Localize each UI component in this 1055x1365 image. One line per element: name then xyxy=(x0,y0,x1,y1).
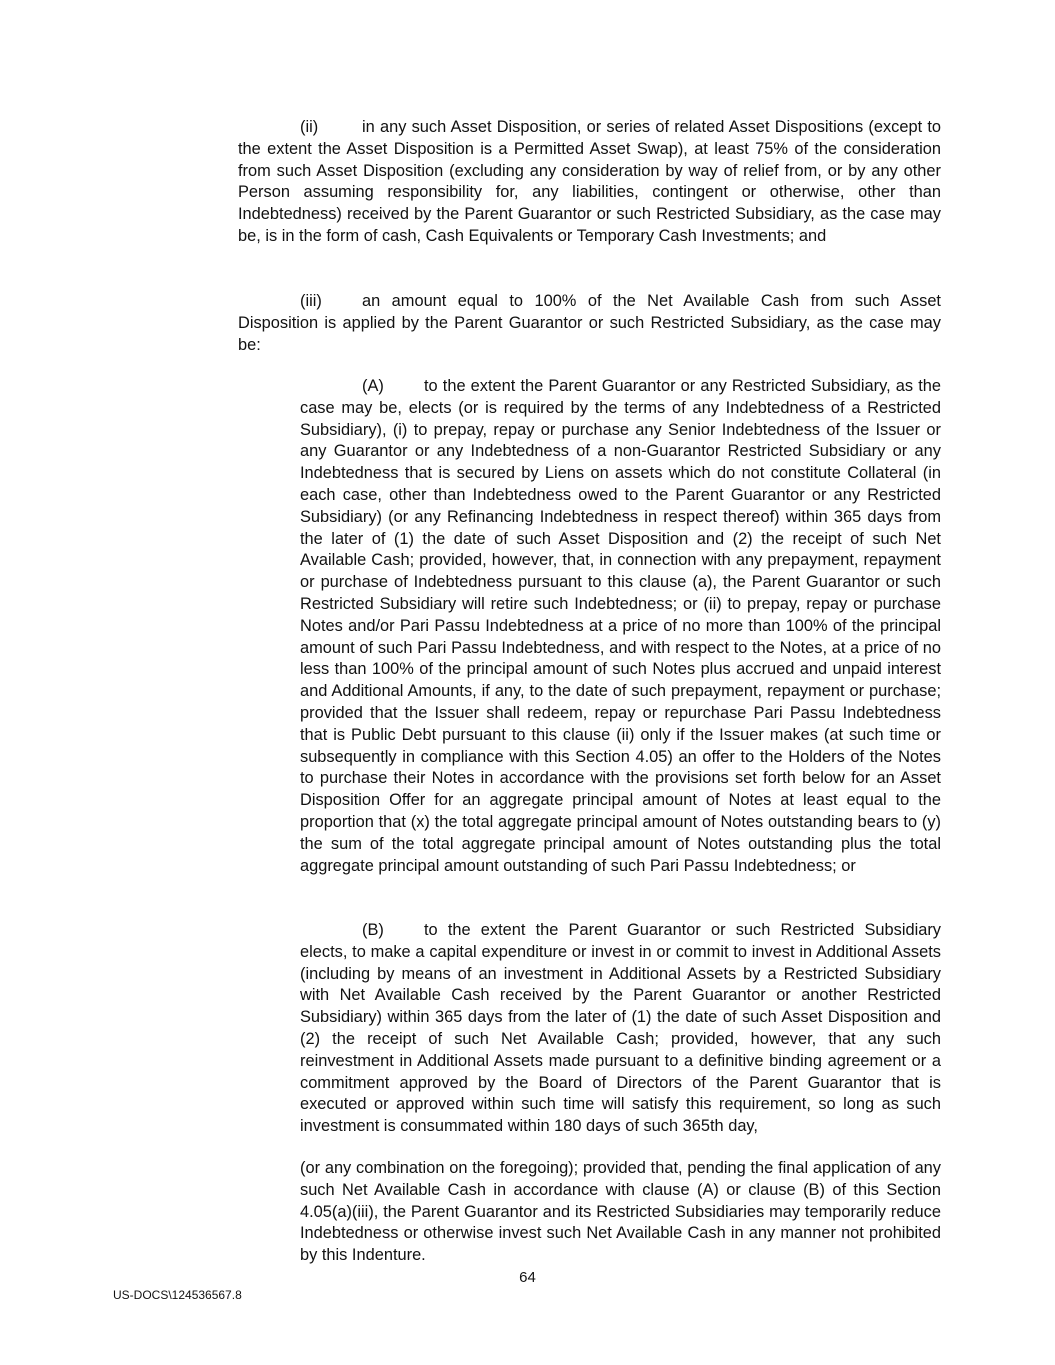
subparagraph-text: to the extent the Parent Guarantor or any Restricted Subsidiary, as the case may be, elects (or is required by the terms of any Indebtedness of a Restricted Subsidiary), (i) to prepay, repay or purchase any Senior Indebtedness of the Issuer or any Guarantor or any Indebtedness of a non-Guarantor Restricted Subsidiary or any Indebtedness that is secured by Liens on assets which do not constitute Collateral (in each case, other than Indebtedness owed to the Parent Guarantor or any Restricted Subsidiary) (or any Refinancing Indebtedness in respect thereof) within 365 days from the later of (1) the date of such Asset Disposition and (2) the receipt of such Net Available Cash; provided, however, that, in connection with any prepayment, repayment or purchase of Indebtedness pursuant to this clause (a), the Parent Guarantor or such Restricted Subsidiary will retire such Indebtedness; or (ii) to prepay, repay or purchase Notes and/or Pari Passu Indebtedness at a price of no more than 100% of the principal amount of such Pari Passu Indebtedness, and with respect to the Notes, at a price of no less than 100% of the principal amount of such Notes plus accrued and unpaid interest and Additional Amounts, if any, to the date of such prepayment, repayment or purchase; provided that the Issuer shall redeem, repay or repurchase Pari Passu Indebtedness that is Public Debt pursuant to this clause (ii) only if the Issuer makes (at such time or subsequently in compliance with this Section 4.05) an offer to the Holders of the Notes to purchase their Notes in accordance with the provisions set forth below for an Asset Disposition Offer for an aggregate principal amount of Notes at least equal to the proportion that (x) the total aggregate principal amount of Notes outstanding bears to (y) the sum of the total aggregate principal amount of Notes outstanding plus the total aggregate principal amount outstanding of such Pari Passu Indebtedness; or xyxy=(300,377,941,875)
subparagraph-b xyxy=(300,920,941,1138)
paragraph-iii xyxy=(238,291,941,356)
subparagraph-a xyxy=(300,376,941,877)
subparagraph-marker: (A) xyxy=(362,377,384,395)
subparagraph-text: to the extent the Parent Guarantor or such Restricted Subsidiary elects, to make a capital expenditure or invest in or commit to invest in Additional Assets (including by means of an investment in Additional Assets by a Restricted Subsidiary with Net Available Cash received by the Parent Guarantor or another Restricted Subsidiary) within 365 days from the later of (1) the date of such Asset Disposition and (2) the receipt of such Net Available Cash; provided, however, that any such reinvestment in Additional Assets made pursuant to a definitive binding agreement or a commitment approved by the Board of Directors of the Parent Guarantor that is executed or approved within such time will satisfy this requirement, so long as such investment is consummated within 180 days of such 365th day, xyxy=(300,921,941,1136)
paragraph-text: in any such Asset Disposition, or series of related Asset Dispositions (except to the extent the Asset Disposition is a Permitted Asset Swap), at least 75% of the consideration from such Asset Disposition (excluding any consideration by way of relief from, or by any other Person assuming responsibility for, any liabilities, contingent or otherwise, other than Indebtedness) received by the Parent Guarantor or such Restricted Subsidiary, as the case may be, is in the form of cash, Cash Equivalents or Temporary Cash Investments; and xyxy=(238,118,941,245)
paragraph-marker: (iii) xyxy=(300,292,322,310)
paragraph-text: an amount equal to 100% of the Net Available Cash from such Asset Disposition is applied by the Parent Guarantor or such Restricted Subsidiary, as the case may be: xyxy=(238,292,941,354)
paragraph-ii xyxy=(238,117,941,248)
closing-paragraph: (or any combination on the foregoing); provided that, pending the final application of any such Net Available Cash in accordance with clause (A) or clause (B) of this Section 4.05(a)(iii), the Parent Guarantor and its Restricted Subsidiaries may temporarily reduce Indebtedness or otherwise invest such Net Available Cash in any manner not prohibited by this Indenture. xyxy=(300,1159,941,1265)
paragraph-marker: (ii) xyxy=(300,118,319,136)
page-number: 64 xyxy=(519,1269,536,1286)
document-id: US-DOCS\124536567.8 xyxy=(113,1288,242,1302)
subparagraph-marker: (B) xyxy=(362,921,384,939)
